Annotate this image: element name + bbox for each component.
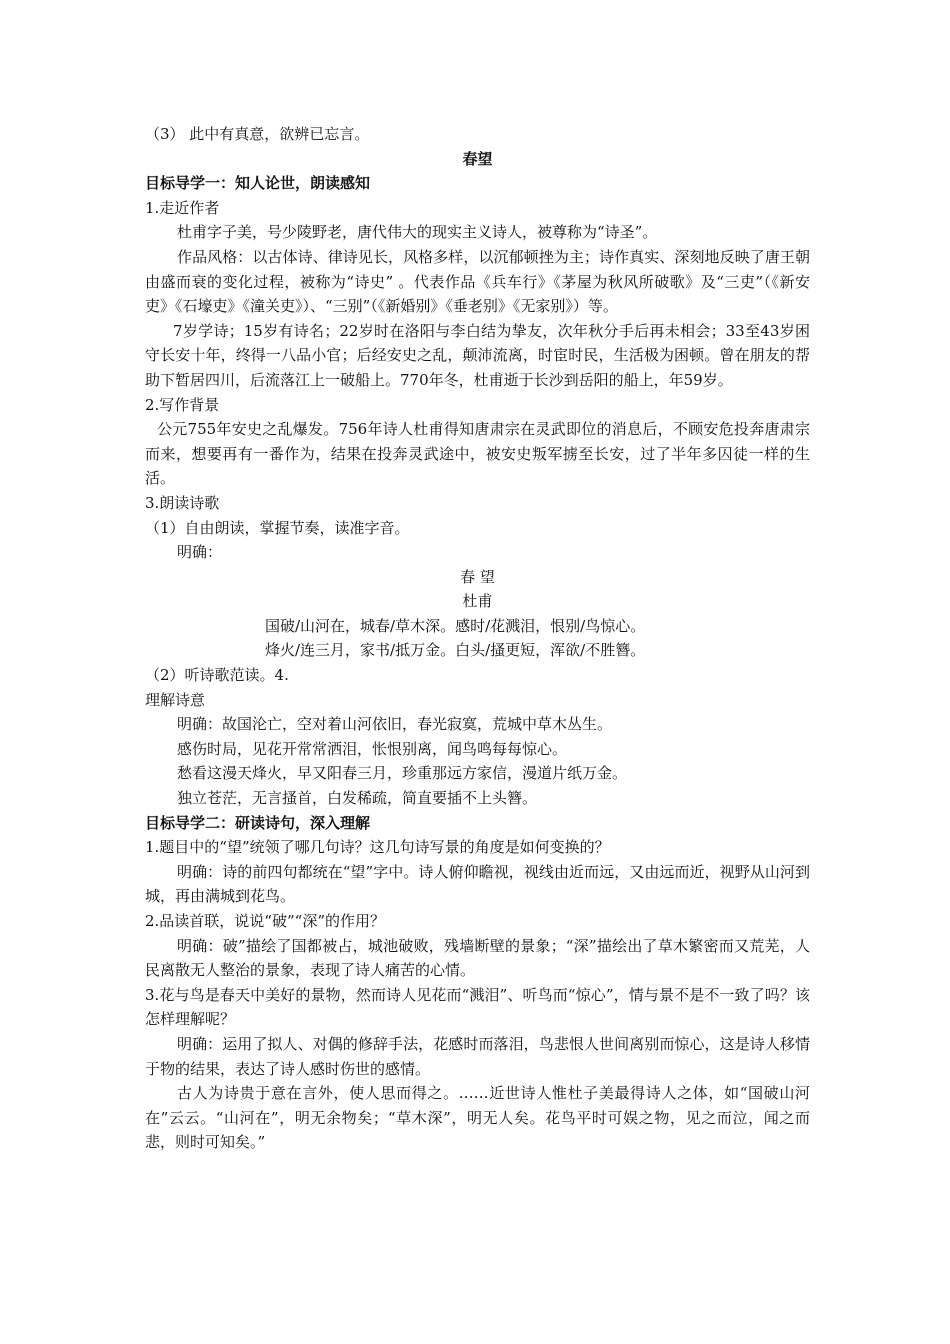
- answer-1: 明确：诗的前四句都统在“望”字中。诗人俯仰瞻视，视线由近而远，又由远而近，视野从山河到城，再由满城到花鸟。: [145, 862, 810, 906]
- question-3: 3.花与鸟是春天中美好的景物，然而诗人见花而“溅泪”、听鸟而“惊心”，情与景不是不一致了吗？该怎样理解呢？: [145, 985, 810, 1029]
- meaning-line-3: 愁看这漫天烽火，早又阳春三月，珍重那远方家信，漫道片纸万金。: [177, 764, 628, 783]
- read-step-1: （1）自由朗读，掌握节奏，读准字音。: [145, 518, 410, 537]
- question-1: 1.题目中的“望”统领了哪几句诗？这几句诗写景的角度是如何变换的？: [145, 838, 610, 857]
- item4-label: 理解诗意: [145, 690, 206, 709]
- item2-label: 2.写作背景: [145, 395, 220, 414]
- answer-2: 明确：破”描绘了国都被占，城池破败，残墙断壁的景象；“深”描绘出了草木繁密而又荒芜，人民离散无人整治的景象，表现了诗人痛苦的心情。: [145, 936, 810, 980]
- poem-line-2: 烽火/连三月，家书/抵万金。白头/搔更短，浑欲/不胜簪。: [265, 641, 646, 660]
- author-paragraph-2: 作品风格：以古体诗、律诗见长，风格多样，以沉郁顿挫为主；诗作真实、深刻地反映了唐王朝由盛而衰的变化过程，被称为“诗史” 。代表作品《兵车行》《茅屋为秋风所破歌》及“三吏”（《新安吏》《石壕吏》《潼关吏》）、“三别”（《新婚别》《垂老别》《无家别》）等。: [145, 247, 810, 316]
- section1-heading: 目标导学一：知人论世，朗读感知: [145, 174, 371, 193]
- answer-3: 明确：运用了拟人、对偶的修辞手法，花感时而落泪，鸟悲恨人世间离别而惊心，这是诗人移情于物的结果，表达了诗人感时伤世的感情。: [145, 1034, 810, 1078]
- section2-heading: 目标导学二：研读诗句，深入理解: [145, 813, 371, 832]
- read-step-2: （2）听诗歌范读。4.: [145, 666, 289, 685]
- author-paragraph-1: 杜甫字子美，号少陵野老，唐代伟大的现实主义诗人，被尊称为“诗圣”。: [177, 223, 658, 242]
- poem-line-1: 国破/山河在，城春/草木深。感时/花溅泪，恨别/鸟惊心。: [265, 616, 646, 635]
- question-2: 2.品读首联，说说“破”“深”的作用？: [145, 912, 385, 930]
- item1-label: 1.走近作者: [145, 198, 220, 217]
- meaning-line-1: 明确：故国沦亡，空对着山河依旧，春光寂寞，荒城中草木丛生。: [177, 715, 613, 734]
- poem-title: 春 望: [460, 567, 495, 586]
- mingque-label: 明确：: [177, 543, 223, 562]
- author-paragraph-3: 7岁学诗；15岁有诗名；22岁时在洛阳与李白结为挚友，次年秋分手后再未相会；33至43岁困守长安十年，终得一八品小官；后经安史之乱，颠沛流离，时宦时民，生活极为困顿。曾在朋友的帮助下暂居四川，后流落江上一破船上。770年冬，杜甫逝于长沙到岳阳的船上，年59岁。: [145, 321, 810, 389]
- poem-author: 杜甫: [462, 592, 493, 611]
- poem-main-title: 春望: [462, 149, 493, 168]
- meaning-line-2: 感伤时局，见花开常常洒泪，怅恨别离，闻鸟鸣每每惊心。: [177, 739, 568, 758]
- intro-line: （3） 此中有真意，欲辨已忘言。: [145, 125, 370, 143]
- item3-label: 3.朗读诗歌: [145, 493, 220, 512]
- document-page: [145, 122, 810, 1155]
- background-paragraph: 公元755年安史之乱爆发。756年诗人杜甫得知唐肃宗在灵武即位的消息后，不顾安危投奔唐肃宗而来，想要再有一番作为，结果在投奔灵武途中，被安史叛军掳至长安，过了半年多囚徒一样的生活。: [145, 420, 810, 488]
- meaning-line-4: 独立苍茫，无言搔首，白发稀疏，简直要插不上头簪。: [177, 789, 538, 808]
- quote-paragraph: 古人为诗贵于意在言外，使人思而得之。……近世诗人惟杜子美最得诗人之体，如“国破山河在”云云。“山河在”，明无余物矣；“草木深”，明无人矣。花鸟平时可娱之物，见之而泣，闻之而悲，则时可知矣。”: [145, 1084, 810, 1152]
